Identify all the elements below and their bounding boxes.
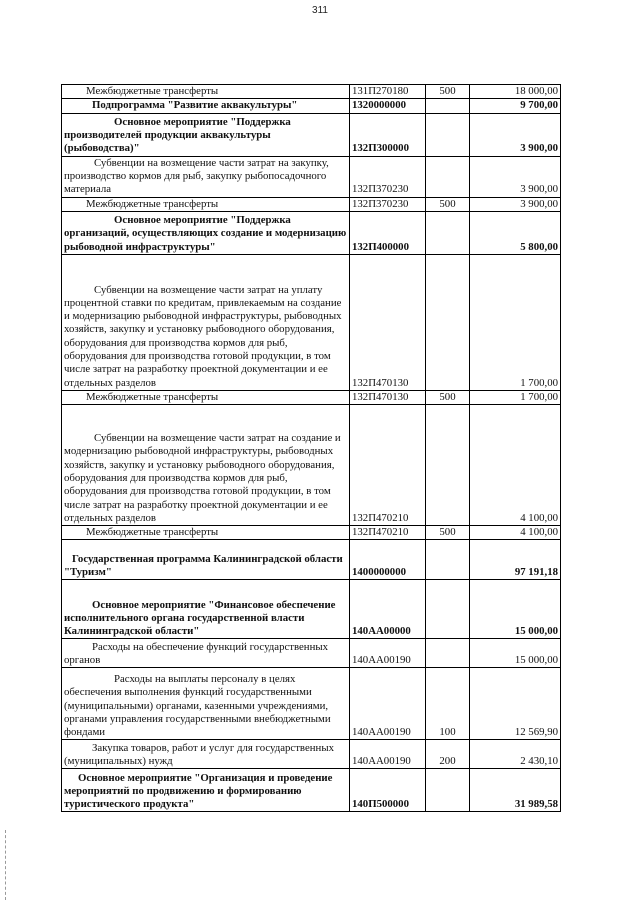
table-row <box>62 211 561 254</box>
row-sum-cell: 15 000,00 <box>470 580 561 639</box>
table-row <box>62 526 561 540</box>
row-expense-type-cell <box>426 113 470 156</box>
row-name-cell: Расходы на обеспечение функций государственных органов <box>62 639 350 668</box>
row-code-cell: 140АА00190 <box>350 740 426 769</box>
row-name-cell: Основное мероприятие "Поддержка организаций, осуществляющих создание и модернизацию рыбоводной инфраструктуры" <box>62 211 350 254</box>
scan-margin-mark <box>5 830 6 900</box>
table-row <box>62 639 561 668</box>
row-sum-cell: 4 100,00 <box>470 526 561 540</box>
row-name-cell: Основное мероприятие "Финансовое обеспечение исполнительного органа государственной власти Калининградской области" <box>62 580 350 639</box>
row-name-cell: Основное мероприятие "Поддержка производителей продукции аквакультуры (рыбоводства)" <box>62 113 350 156</box>
table-row <box>62 405 561 526</box>
table-row <box>62 113 561 156</box>
row-expense-type-cell: 100 <box>426 668 470 740</box>
table-row <box>62 580 561 639</box>
row-name-cell: Государственная программа Калининградской области "Туризм" <box>62 540 350 580</box>
page-number: 311 <box>312 5 328 16</box>
table-row <box>62 85 561 99</box>
row-code-cell: 132П400000 <box>350 211 426 254</box>
row-sum-cell: 3 900,00 <box>470 197 561 211</box>
row-sum-cell: 5 800,00 <box>470 211 561 254</box>
row-expense-type-cell: 500 <box>426 526 470 540</box>
row-expense-type-cell: 500 <box>426 85 470 99</box>
table-row <box>62 740 561 769</box>
row-code-cell: 131П270180 <box>350 85 426 99</box>
row-name-cell: Межбюджетные трансферты <box>62 526 350 540</box>
row-sum-cell: 3 900,00 <box>470 156 561 197</box>
row-name-cell: Субвенции на возмещение части затрат на закупку, производство кормов для рыб, закупку рыбопосадочного материала <box>62 156 350 197</box>
row-sum-cell: 12 569,90 <box>470 668 561 740</box>
table-row <box>62 390 561 404</box>
row-expense-type-cell <box>426 540 470 580</box>
row-name-cell: Подпрограмма "Развитие аквакультуры" <box>62 99 350 113</box>
budget-table-body <box>62 85 561 812</box>
table-row <box>62 540 561 580</box>
row-expense-type-cell <box>426 211 470 254</box>
row-name-cell: Основное мероприятие "Организация и проведение мероприятий по продвижению и формированию туристического продукта" <box>62 769 350 812</box>
row-name-cell: Субвенции на возмещение части затрат на уплату процентной ставки по кредитам, привлекаемым на создание и модернизацию рыбоводной инфраструктуры, рыбоводных хозяйств, закупку и установку рыбоводного оборудования, оборудования для производства кормов для рыб, оборудования для производства готовой продукции, в том числе затрат на разработку проектной документации и ее отдельных разделов <box>62 254 350 390</box>
row-expense-type-cell <box>426 156 470 197</box>
row-name-cell: Межбюджетные трансферты <box>62 197 350 211</box>
row-expense-type-cell <box>426 580 470 639</box>
row-code-cell: 132П370230 <box>350 156 426 197</box>
row-code-cell: 140АА00190 <box>350 639 426 668</box>
row-code-cell: 140АА00000 <box>350 580 426 639</box>
row-sum-cell: 15 000,00 <box>470 639 561 668</box>
row-code-cell: 1400000000 <box>350 540 426 580</box>
table-row <box>62 254 561 390</box>
row-sum-cell: 9 700,00 <box>470 99 561 113</box>
row-sum-cell: 18 000,00 <box>470 85 561 99</box>
row-name-cell: Межбюджетные трансферты <box>62 85 350 99</box>
table-row <box>62 197 561 211</box>
row-code-cell: 140АА00190 <box>350 668 426 740</box>
row-sum-cell: 97 191,18 <box>470 540 561 580</box>
row-sum-cell: 31 989,58 <box>470 769 561 812</box>
row-expense-type-cell <box>426 769 470 812</box>
row-expense-type-cell <box>426 254 470 390</box>
row-sum-cell: 2 430,10 <box>470 740 561 769</box>
row-name-cell: Расходы на выплаты персоналу в целях обеспечения выполнения функций государственными (муниципальными) органами, казенными учреждениями, органами управления государственными внебюджетными фондами <box>62 668 350 740</box>
row-code-cell: 132П470130 <box>350 254 426 390</box>
row-sum-cell: 1 700,00 <box>470 390 561 404</box>
row-name-cell: Межбюджетные трансферты <box>62 390 350 404</box>
table-row <box>62 769 561 812</box>
row-sum-cell: 4 100,00 <box>470 405 561 526</box>
row-name-cell: Закупка товаров, работ и услуг для государственных (муниципальных) нужд <box>62 740 350 769</box>
row-code-cell: 1320000000 <box>350 99 426 113</box>
row-code-cell: 140П500000 <box>350 769 426 812</box>
row-name-cell: Субвенции на возмещение части затрат на создание и модернизацию рыбоводной инфраструктуры, рыбоводных хозяйств, закупку и установку рыбоводного оборудования, оборудования для производства кормов для рыб, оборудования для производства готовой продукции, в том числе затрат на разработку проектной документации и ее отдельных разделов <box>62 405 350 526</box>
table-row <box>62 99 561 113</box>
row-expense-type-cell: 500 <box>426 390 470 404</box>
row-expense-type-cell <box>426 405 470 526</box>
row-sum-cell: 3 900,00 <box>470 113 561 156</box>
row-expense-type-cell <box>426 99 470 113</box>
budget-table <box>61 84 561 812</box>
row-expense-type-cell: 500 <box>426 197 470 211</box>
row-code-cell: 132П370230 <box>350 197 426 211</box>
row-sum-cell: 1 700,00 <box>470 254 561 390</box>
row-code-cell: 132П300000 <box>350 113 426 156</box>
row-code-cell: 132П470210 <box>350 405 426 526</box>
row-code-cell: 132П470210 <box>350 526 426 540</box>
row-expense-type-cell: 200 <box>426 740 470 769</box>
row-code-cell: 132П470130 <box>350 390 426 404</box>
table-row <box>62 668 561 740</box>
table-row <box>62 156 561 197</box>
row-expense-type-cell <box>426 639 470 668</box>
